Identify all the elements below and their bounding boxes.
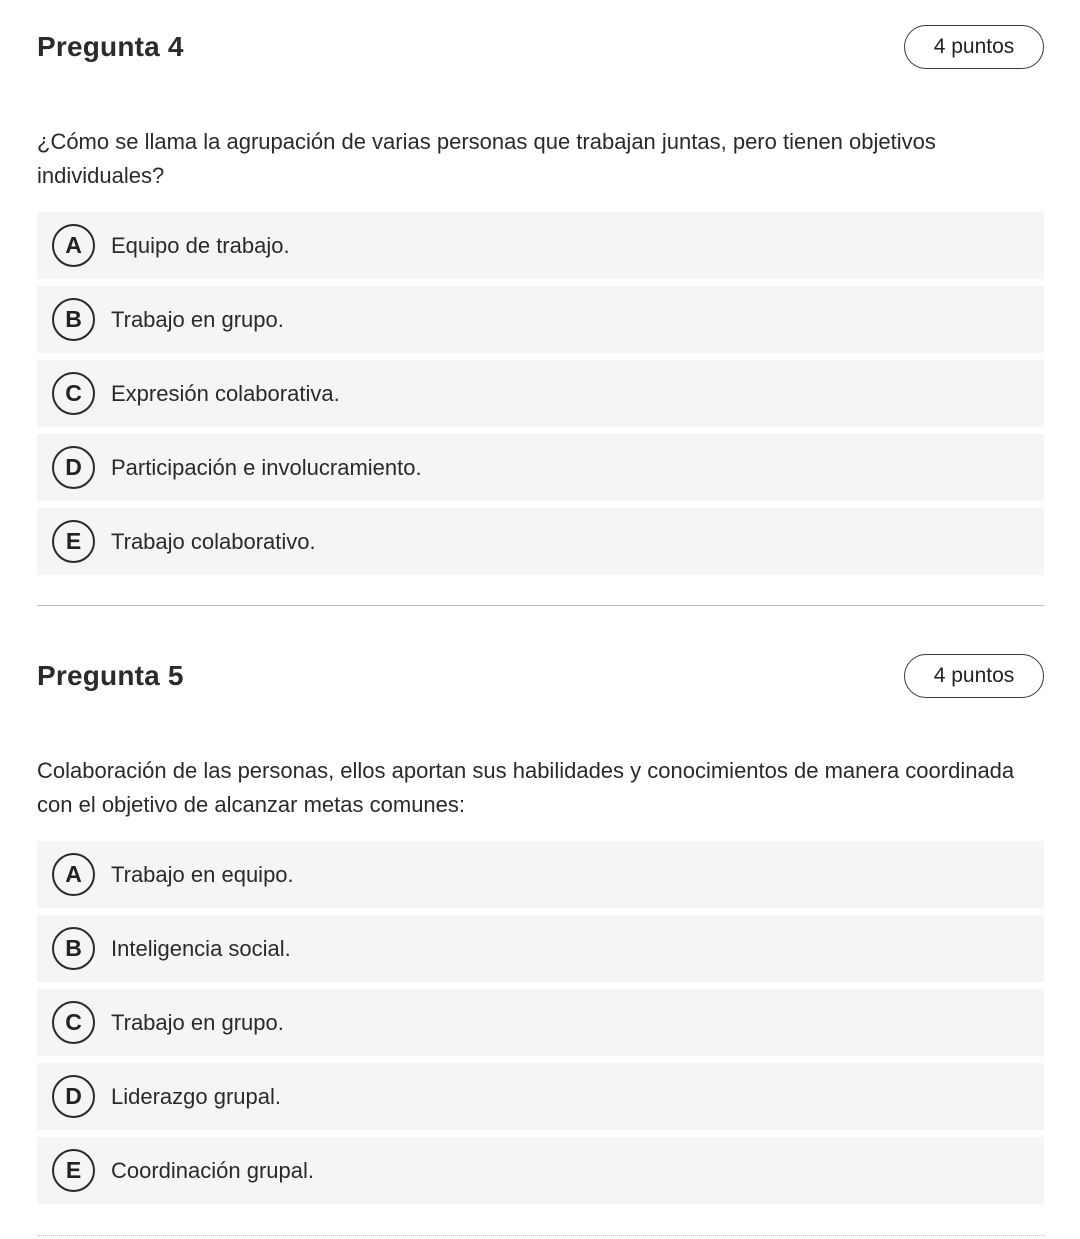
option-letter-badge: A <box>52 224 95 267</box>
points-badge: 4 puntos <box>904 654 1044 698</box>
option-d[interactable] <box>37 1063 1044 1130</box>
option-letter-badge: A <box>52 853 95 896</box>
question-title: Pregunta 4 <box>37 31 184 62</box>
question-header <box>37 654 1044 702</box>
option-a[interactable] <box>37 212 1044 279</box>
question-5 <box>37 654 1044 1204</box>
bottom-divider <box>37 1235 1044 1236</box>
answer-options <box>37 212 1044 575</box>
option-letter-badge: B <box>52 927 95 970</box>
points-badge: 4 puntos <box>904 25 1044 69</box>
question-text: ¿Cómo se llama la agrupación de varias personas que trabajan juntas, pero tienen objetivos individuales? <box>37 129 936 188</box>
option-label: Trabajo en grupo. <box>111 306 284 332</box>
option-b[interactable] <box>37 286 1044 353</box>
option-label: Trabajo colaborativo. <box>111 528 316 554</box>
question-header <box>37 25 1044 73</box>
option-c[interactable] <box>37 360 1044 427</box>
option-letter-badge: D <box>52 446 95 489</box>
option-label: Participación e involucramiento. <box>111 454 422 480</box>
answer-options <box>37 841 1044 1204</box>
option-label: Expresión colaborativa. <box>111 380 340 406</box>
option-label: Coordinación grupal. <box>111 1157 315 1183</box>
option-letter-badge: D <box>52 1075 95 1118</box>
option-label: Liderazgo grupal. <box>111 1083 282 1109</box>
question-divider <box>37 605 1044 606</box>
option-letter-badge: E <box>52 520 95 563</box>
option-a[interactable] <box>37 841 1044 908</box>
option-label: Inteligencia social. <box>111 935 291 961</box>
option-letter-badge: E <box>52 1149 95 1192</box>
option-label: Equipo de trabajo. <box>111 232 290 258</box>
option-e[interactable] <box>37 1137 1044 1204</box>
question-4 <box>37 25 1044 575</box>
option-e[interactable] <box>37 508 1044 575</box>
option-label: Trabajo en equipo. <box>111 861 294 887</box>
option-letter-badge: C <box>52 372 95 415</box>
option-label: Trabajo en grupo. <box>111 1009 284 1035</box>
option-d[interactable] <box>37 434 1044 501</box>
question-title: Pregunta 5 <box>37 660 184 691</box>
option-c[interactable] <box>37 989 1044 1056</box>
option-b[interactable] <box>37 915 1044 982</box>
question-text: Colaboración de las personas, ellos aportan sus habilidades y conocimientos de manera coordinada con el objetivo de alcanzar metas comunes: <box>37 758 1015 817</box>
option-letter-badge: B <box>52 298 95 341</box>
option-letter-badge: C <box>52 1001 95 1044</box>
